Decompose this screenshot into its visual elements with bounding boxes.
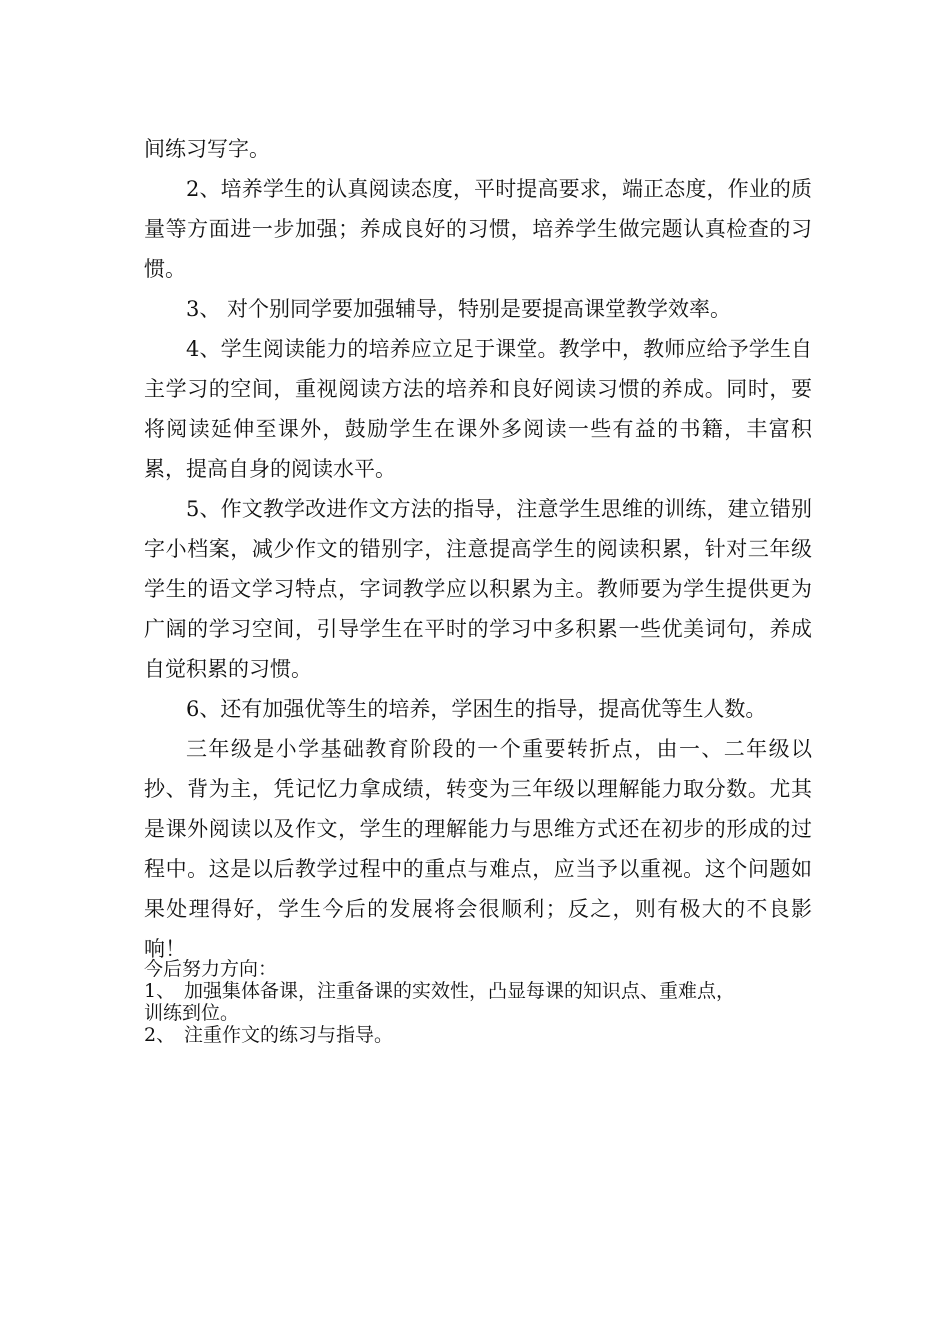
paragraph-item-2: 2、培养学生的认真阅读态度，平时提高要求，端正态度，作业的质量等方面进一步加强；养成良好的习惯，培养学生做完题认真检查的习惯。	[144, 177, 812, 281]
paragraph-item-3: 3、 对个别同学要加强辅导，特别是要提高课堂教学效率。	[186, 297, 732, 321]
future-item-text: 注重作文的练习与指导。	[184, 1024, 394, 1046]
future-direction-section	[144, 958, 812, 1046]
future-item-text: 加强集体备课，注重备课的实效性，凸显每课的知识点、重难点，	[184, 980, 736, 1002]
future-item-number: 1、	[144, 980, 176, 1002]
paragraph-item-4: 4、学生阅读能力的培养应立足于课堂。教学中，教师应给予学生自主学习的空间，重视阅读方法的培养和良好阅读习惯的养成。同时，要将阅读延伸至课外，鼓励学生在课外多阅读一些有益的书籍，丰富积累，提高自身的阅读水平。	[144, 337, 812, 481]
future-item-2	[144, 1024, 812, 1046]
future-item-1	[144, 980, 812, 1024]
future-heading: 今后努力方向：	[144, 958, 278, 980]
paragraph-item-6: 6、还有加强优等生的培养，学困生的指导，提高优等生人数。	[186, 697, 767, 721]
paragraph-summary: 三年级是小学基础教育阶段的一个重要转折点，由一、二年级以抄、背为主，凭记忆力拿成绩，转变为三年级以理解能力取分数。尤其是课外阅读以及作文，学生的理解能力与思维方式还在初步的形成的过程中。这是以后教学过程中的重点与难点，应当予以重视。这个问题如果处理得好，学生今后的发展将会很顺利；反之，则有极大的不良影响！	[144, 737, 812, 961]
future-item-text-continued: 训练到位。	[144, 1002, 240, 1024]
paragraph-continuation: 间练习写字。	[144, 137, 270, 161]
future-item-number: 2、	[144, 1024, 176, 1046]
paragraph-item-5: 5、作文教学改进作文方法的指导，注意学生思维的训练，建立错别字小档案，减少作文的错别字，注意提高学生的阅读积累，针对三年级学生的语文学习特点，字词教学应以积累为主。教师要为学生提供更为广阔的学习空间，引导学生在平时的学习中多积累一些优美词句，养成自觉积累的习惯。	[144, 497, 812, 681]
main-text	[144, 129, 812, 969]
